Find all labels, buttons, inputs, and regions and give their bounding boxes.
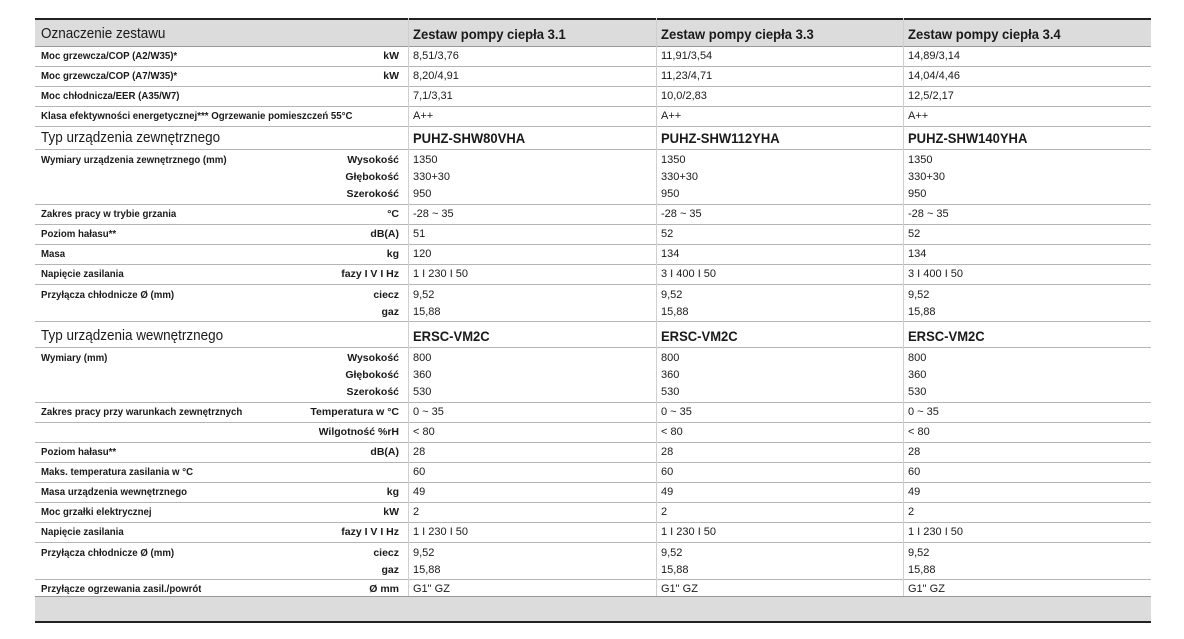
table-row <box>35 47 1151 67</box>
cell-value: 360 <box>661 369 680 381</box>
model-name: ERSC-VM2C <box>413 328 490 344</box>
table-row <box>35 403 1151 423</box>
cell-value: 800 <box>413 352 432 364</box>
cell-value: 14,04/4,46 <box>908 70 960 82</box>
cell-value: 0 ~ 35 <box>413 406 444 418</box>
cell-value: 10,0/2,83 <box>661 90 707 102</box>
row-label: Zakres pracy przy warunkach zewnętrznych <box>41 406 243 418</box>
cell-value <box>908 350 926 401</box>
row-label: Zakres pracy w trybie grzania <box>41 208 177 220</box>
cell-value: 330+30 <box>661 171 699 183</box>
row-label: Wymiary (mm) <box>41 352 108 364</box>
row-unit: fazy I V I Hz <box>341 526 399 538</box>
cell-value: 14,89/3,14 <box>908 50 960 62</box>
row-label: Masa urządzenia wewnętrznego <box>41 486 188 498</box>
cell-value <box>661 545 689 579</box>
section-title: Typ urządzenia zewnętrznego <box>41 130 221 146</box>
cell-value: 1 I 230 I 50 <box>413 268 469 280</box>
row-unit: kW <box>383 50 399 62</box>
cell-value: 360 <box>413 369 432 381</box>
sub-label: Szerokość <box>346 386 399 398</box>
sub-label: ciecz <box>373 289 399 301</box>
cell-value: -28 ~ 35 <box>661 208 702 220</box>
cell-value: 9,52 <box>908 289 930 301</box>
cell-value: -28 ~ 35 <box>908 208 949 220</box>
cell-value: < 80 <box>413 426 435 438</box>
cell-value: 530 <box>908 386 927 398</box>
cell-value: 120 <box>413 248 432 260</box>
row-unit: dB(A) <box>370 228 399 240</box>
table-row <box>35 463 1151 483</box>
cell-value: 1 I 230 I 50 <box>661 526 717 538</box>
row-label: Wymiary urządzenia zewnętrznego (mm) <box>41 154 227 166</box>
row-unit <box>345 350 399 401</box>
cell-value: 950 <box>661 188 680 200</box>
cell-value: 950 <box>413 188 432 200</box>
model-name: ERSC-VM2C <box>661 328 738 344</box>
table-row <box>35 265 1151 285</box>
table-row <box>35 87 1151 107</box>
row-unit: °C <box>387 208 399 220</box>
row-unit: fazy I V I Hz <box>341 268 399 280</box>
cell-value: 800 <box>661 352 680 364</box>
table-row <box>35 285 1151 322</box>
row-label: Moc grzewcza/COP (A2/W35)* <box>41 50 178 62</box>
table-row <box>35 225 1151 245</box>
cell-value: 15,88 <box>413 306 441 318</box>
row-unit: kg <box>386 486 399 498</box>
table-row <box>35 543 1151 580</box>
table-row <box>35 67 1151 87</box>
cell-value: 0 ~ 35 <box>908 406 939 418</box>
table-row <box>35 107 1151 127</box>
row-unit: dB(A) <box>370 446 399 458</box>
cell-value: 52 <box>908 228 921 240</box>
section-indoor <box>35 322 1151 348</box>
cell-value: 11,23/4,71 <box>661 70 713 82</box>
header-set-3: Zestaw pompy ciepła 3.4 <box>908 26 1061 42</box>
sub-label: ciecz <box>373 547 399 559</box>
cell-value <box>661 287 689 321</box>
row-label: Poziom hałasu** <box>41 228 117 240</box>
cell-value: 60 <box>413 466 426 478</box>
cell-value <box>908 545 936 579</box>
cell-value: 15,88 <box>661 564 689 576</box>
cell-value: < 80 <box>661 426 683 438</box>
cell-value: 9,52 <box>413 289 435 301</box>
model-name: PUHZ-SHW80VHA <box>413 130 526 146</box>
cell-value: 8,20/4,91 <box>413 70 459 82</box>
cell-value: 15,88 <box>908 306 936 318</box>
cell-value: 9,52 <box>661 547 683 559</box>
cell-value: < 80 <box>908 426 930 438</box>
cell-value: 1350 <box>661 154 686 166</box>
row-unit: kW <box>383 70 399 82</box>
cell-value: G1" GZ <box>413 583 450 595</box>
cell-value: 0 ~ 35 <box>661 406 692 418</box>
cell-value: 60 <box>908 466 921 478</box>
cell-value: 800 <box>908 352 927 364</box>
table-row <box>35 523 1151 543</box>
model-name: ERSC-VM2C <box>908 328 985 344</box>
cell-value: 134 <box>661 248 680 260</box>
row-unit: kg <box>386 248 399 260</box>
cell-value: 330+30 <box>908 171 946 183</box>
cell-value: 530 <box>413 386 432 398</box>
cell-value: 49 <box>413 486 426 498</box>
row-label: Masa <box>41 248 66 260</box>
row-unit: Temperatura w °C <box>310 406 399 418</box>
table-row <box>35 245 1151 265</box>
cell-value: A++ <box>413 110 434 122</box>
cell-value: 60 <box>661 466 674 478</box>
row-unit: kW <box>383 506 399 518</box>
header-label: Oznaczenie zestawu <box>41 26 166 42</box>
model-name: PUHZ-SHW140YHA <box>908 130 1028 146</box>
cell-value: 15,88 <box>908 564 936 576</box>
sub-label: gaz <box>381 564 399 576</box>
table-footer-bar <box>35 596 1151 623</box>
cell-value: 49 <box>661 486 674 498</box>
cell-value <box>908 287 936 321</box>
cell-value: 28 <box>908 446 921 458</box>
cell-value: 1350 <box>413 154 438 166</box>
row-label: Napięcie zasilania <box>41 526 124 538</box>
cell-value: 8,51/3,76 <box>413 50 459 62</box>
cell-value: G1" GZ <box>661 583 698 595</box>
cell-value: 11,91/3,54 <box>661 50 713 62</box>
row-label: Moc grzałki elektrycznej <box>41 506 152 518</box>
sub-label: Szerokość <box>346 188 399 200</box>
cell-value: 49 <box>908 486 921 498</box>
cell-value: 950 <box>908 188 927 200</box>
cell-value: -28 ~ 35 <box>413 208 454 220</box>
cell-value <box>413 287 441 321</box>
cell-value: 15,88 <box>413 564 441 576</box>
cell-value <box>413 152 450 203</box>
cell-value: 2 <box>413 506 420 518</box>
row-label: Moc grzewcza/COP (A7/W35)* <box>41 70 178 82</box>
sub-label: Głębokość <box>345 171 399 183</box>
header-set-1: Zestaw pompy ciepła 3.1 <box>413 26 566 42</box>
cell-value: 330+30 <box>413 171 451 183</box>
column-divider <box>903 18 904 600</box>
cell-value: 9,52 <box>661 289 683 301</box>
header-set-2: Zestaw pompy ciepła 3.3 <box>661 26 814 42</box>
cell-value: 2 <box>661 506 668 518</box>
table-header <box>35 18 1151 47</box>
row-label: Poziom hałasu** <box>41 446 117 458</box>
cell-value: 3 I 400 I 50 <box>908 268 964 280</box>
column-divider <box>408 18 409 600</box>
row-label: Maks. temperatura zasilania w °C <box>41 466 194 478</box>
cell-value: 15,88 <box>661 306 689 318</box>
row-label: Napięcie zasilania <box>41 268 124 280</box>
cell-value: 2 <box>908 506 915 518</box>
table-row <box>35 483 1151 503</box>
sub-label: Wysokość <box>347 154 399 166</box>
cell-value <box>908 152 945 203</box>
cell-value: 360 <box>908 369 927 381</box>
row-unit: Ø mm <box>369 583 399 595</box>
row-label: Przyłącza chłodnicze Ø (mm) <box>41 547 175 559</box>
table-row <box>35 205 1151 225</box>
cell-value: 12,5/2,17 <box>908 90 954 102</box>
row-unit <box>373 545 399 579</box>
cell-value: A++ <box>661 110 682 122</box>
section-outdoor <box>35 127 1151 150</box>
column-divider <box>656 18 657 600</box>
cell-value: 1350 <box>908 154 933 166</box>
cell-value: 7,1/3,31 <box>413 90 453 102</box>
table-row <box>35 443 1151 463</box>
cell-value <box>413 350 431 401</box>
spec-table <box>35 18 1151 600</box>
row-unit <box>373 287 399 321</box>
cell-value: 28 <box>661 446 674 458</box>
row-label: Przyłącza chłodnicze Ø (mm) <box>41 289 175 301</box>
row-label: Klasa efektywności energetycznej*** Ogrzewanie pomieszczeń 55°C <box>41 110 353 122</box>
cell-value: A++ <box>908 110 929 122</box>
cell-value: 134 <box>908 248 927 260</box>
table-row <box>35 150 1151 205</box>
cell-value: 3 I 400 I 50 <box>661 268 717 280</box>
sub-label: Głębokość <box>345 369 399 381</box>
table-row <box>35 423 1151 443</box>
cell-value: G1" GZ <box>908 583 945 595</box>
cell-value: 51 <box>413 228 426 240</box>
sub-label: gaz <box>381 306 399 318</box>
cell-value: 9,52 <box>413 547 435 559</box>
cell-value: 1 I 230 I 50 <box>908 526 964 538</box>
row-label: Moc chłodnicza/EER (A35/W7) <box>41 90 180 102</box>
row-label: Przyłącze ogrzewania zasil./powrót <box>41 583 202 595</box>
cell-value <box>661 350 679 401</box>
cell-value <box>413 545 441 579</box>
row-unit <box>345 152 399 203</box>
cell-value: 1 I 230 I 50 <box>413 526 469 538</box>
cell-value: 530 <box>661 386 680 398</box>
model-name: PUHZ-SHW112YHA <box>661 130 780 146</box>
cell-value <box>661 152 698 203</box>
table-row <box>35 503 1151 523</box>
cell-value: 28 <box>413 446 426 458</box>
row-unit: Wilgotność %rH <box>318 426 399 438</box>
cell-value: 52 <box>661 228 674 240</box>
table-row <box>35 348 1151 403</box>
section-title: Typ urządzenia wewnętrznego <box>41 328 224 344</box>
cell-value: 9,52 <box>908 547 930 559</box>
sub-label: Wysokość <box>347 352 399 364</box>
